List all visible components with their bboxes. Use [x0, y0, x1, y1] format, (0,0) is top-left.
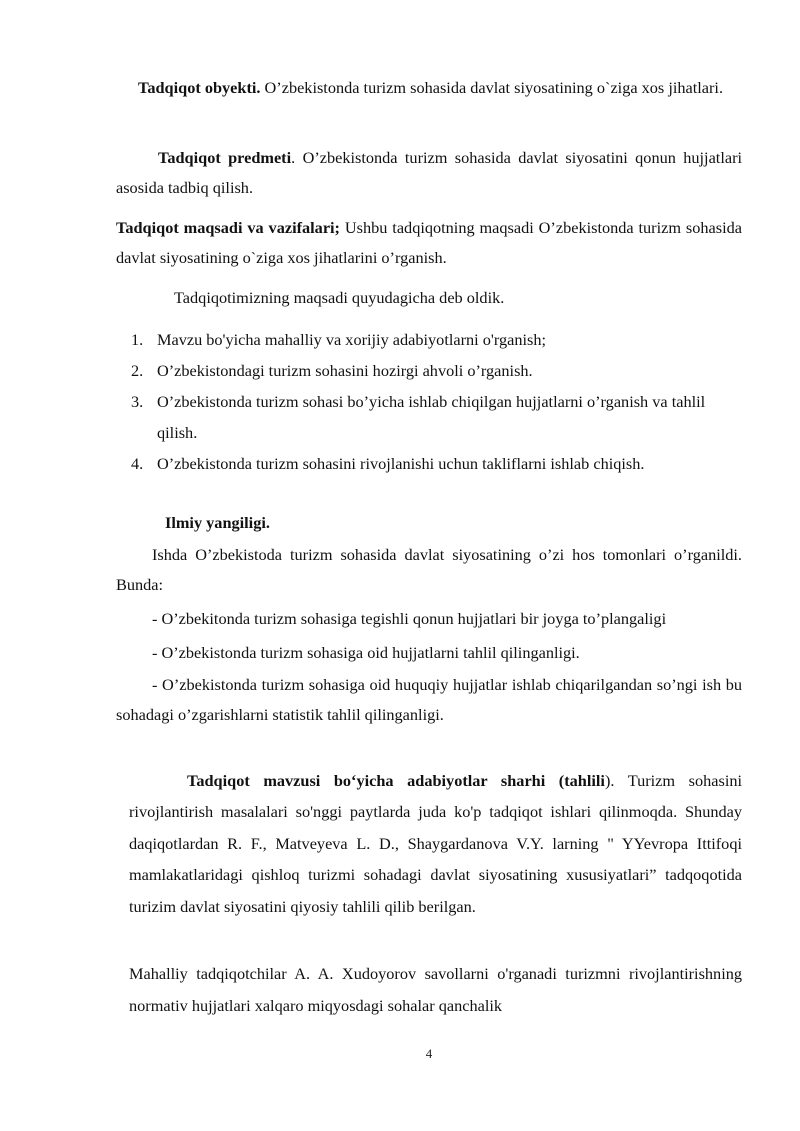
- research-object-paragraph: [116, 73, 742, 103]
- task-list: [116, 324, 742, 479]
- list-item-text: O’zbekistonda turizm sohasini rivojlanishi uchun takliflarni ishlab chiqish.: [157, 454, 645, 473]
- research-subject-paragraph: [116, 143, 742, 203]
- literature-review-paragraph: [129, 765, 742, 922]
- research-goal-paragraph: [116, 213, 742, 273]
- research-object-heading: Tadqiqot obyekti.: [138, 78, 261, 97]
- research-object-text: O’zbekistonda turizm sohasida davlat siyosatining o`ziga xos jihatlari.: [260, 78, 724, 97]
- list-item: [116, 448, 742, 479]
- literature-review-text: Turizm sohasini rivojlantirish masalalari so'nggi paytlarda juda ko'p tadqiqot ishlari qilinmoqda. Shunday daqiqotlardan R. F., Matveyeva L. D., Shaygardanova V.Y. larning " YYevropa Ittifoqi mamlakatlaridagi qishloq turizmi sohadagi davlat siyosatining xususiyatlari” tadqoqotida turizim davlat siyosatini qiyosiy tahlili qilib berilgan.: [129, 771, 743, 916]
- page-number: 4: [425, 1046, 433, 1061]
- novelty-item: - O’zbekistonda turizm sohasiga oid huquqiy hujjatlar ishlab chiqarilgandan so’ngi ish bu sohadagi o’zgarishlarni statistik tahlil qilinganligi.: [116, 675, 742, 724]
- literature-review-heading: Tadqiqot mavzusi bo‘yicha adabiyotlar sharhi (tahlili: [187, 771, 605, 790]
- list-item: [116, 324, 742, 355]
- research-subject-heading: Tadqiqot predmeti: [158, 148, 292, 167]
- list-item-number: 3.: [131, 392, 144, 411]
- novelty-intro: Ishda O’zbekistoda turizm sohasida davlat siyosatining o’zi hos tomonlari o’rganildi. Bunda:: [116, 545, 742, 594]
- list-item-text: Mavzu bo'yicha mahalliy va xorijiy adabiyotlarni o'rganish;: [157, 330, 546, 349]
- list-item-text: O’zbekistondagi turizm sohasini hozirgi ahvoli o’rganish.: [157, 361, 533, 380]
- research-goal-heading: Tadqiqot maqsadi va vazifalari;: [116, 218, 340, 237]
- list-item: [116, 355, 742, 386]
- list-item-number: 4.: [131, 454, 144, 473]
- research-goal-text: Ushbu tadqiqotning maqsadi O’zbekistonda turizm sohasida davlat siyosatining o`ziga xos jihatlarini o’rganish.: [116, 218, 742, 267]
- novelty-heading: Ilmiy yangiligi.: [165, 513, 270, 532]
- research-subject-text: . O’zbekistonda turizm sohasida davlat siyosatini qonun hujjatlari asosida tadbiq qilish.: [116, 148, 743, 197]
- list-item-number: 1.: [131, 330, 144, 349]
- novelty-heading-paragraph: [116, 508, 742, 538]
- goal-intro: Tadqiqotimizning maqsadi quyudagicha deb oldik.: [174, 288, 505, 307]
- list-item-number: 2.: [131, 361, 144, 380]
- list-item-text: O’zbekistonda turizm sohasi bo’yicha ishlab chiqilgan hujjatlarni o’rganish va tahlil qilish.: [157, 392, 706, 442]
- novelty-item: - O’zbekitonda turizm sohasiga tegishli qonun hujjatlari bir joyga to’plangaligi: [152, 609, 667, 628]
- novelty-item: - O’zbekistonda turizm sohasiga oid hujjatlarni tahlil qilinganligi.: [152, 643, 580, 662]
- list-item: [116, 386, 742, 448]
- literature-review-paragraph-2: Mahalliy tadqiqotchilar A. A. Xudoyorov savollarni o'rganadi turizmni rivojlantirishning normativ hujjatlari xalqaro miqyosdagi sohalar qanchalik: [129, 964, 742, 1015]
- literature-review-heading-tail: ).: [604, 771, 615, 790]
